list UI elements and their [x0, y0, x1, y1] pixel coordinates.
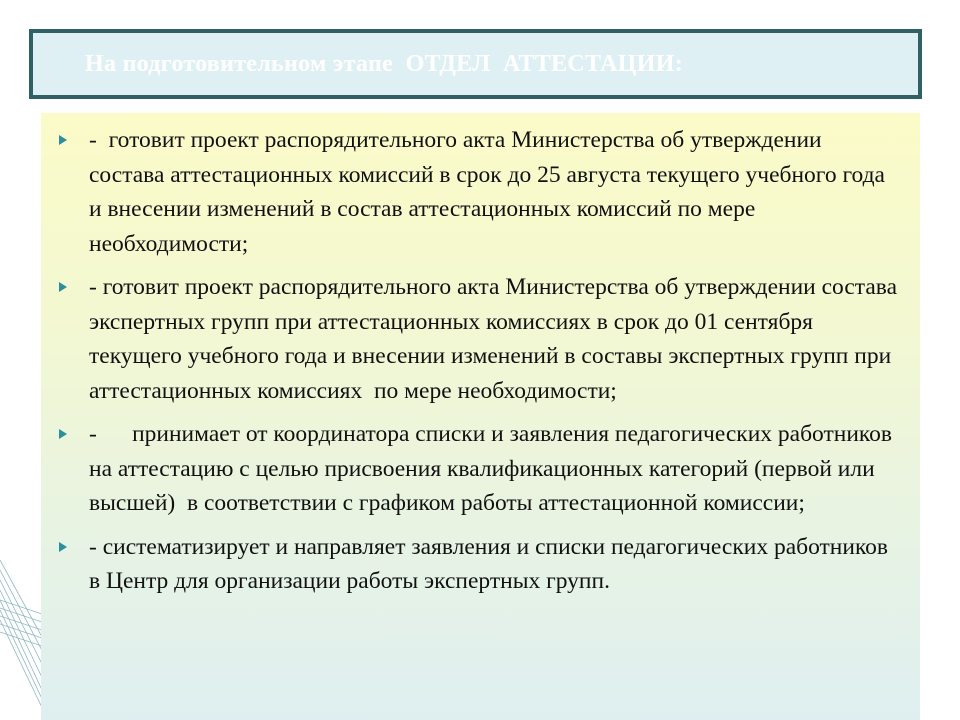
bullet-item: [41, 530, 920, 599]
bullet-item: [41, 123, 920, 261]
bullet-arrow-icon: [59, 429, 67, 439]
bullet-text: - принимает от координатора списки и заявления педагогических работников на аттестацию с целью присвоения квалификационных категорий (первой или высшей) в соответствии с графиком работы аттестационной комиссии;: [89, 421, 898, 516]
slide-title: На подготовительном этапе ОТДЕЛ АТТЕСТАЦИИ:: [85, 50, 683, 77]
bullet-list: [41, 123, 920, 608]
slide-title-box: [29, 29, 922, 99]
bullet-arrow-icon: [59, 282, 67, 292]
bullet-arrow-icon: [59, 135, 67, 145]
bullet-item: [41, 270, 920, 408]
bullet-item: [41, 417, 920, 521]
content-panel: [41, 113, 920, 720]
bullet-text: - готовит проект распорядительного акта Министерства об утверждении состава экспертных групп при аттестационных комиссиях в срок до 01 сентября текущего учебного года и внесении изменений в составы экспертных групп при аттестационных комиссиях по мере необходимости;: [89, 274, 903, 404]
bullet-arrow-icon: [59, 542, 67, 552]
bullet-text: - систематизирует и направляет заявления и списки педагогических работников в Центр для организации работы экспертных групп.: [89, 533, 894, 594]
bullet-text: - готовит проект распорядительного акта Министерства об утверждении состава аттестационных комиссий в срок до 25 августа текущего учебного года и внесении изменений в состав аттестационных комиссий по мере необходимости;: [89, 127, 891, 257]
